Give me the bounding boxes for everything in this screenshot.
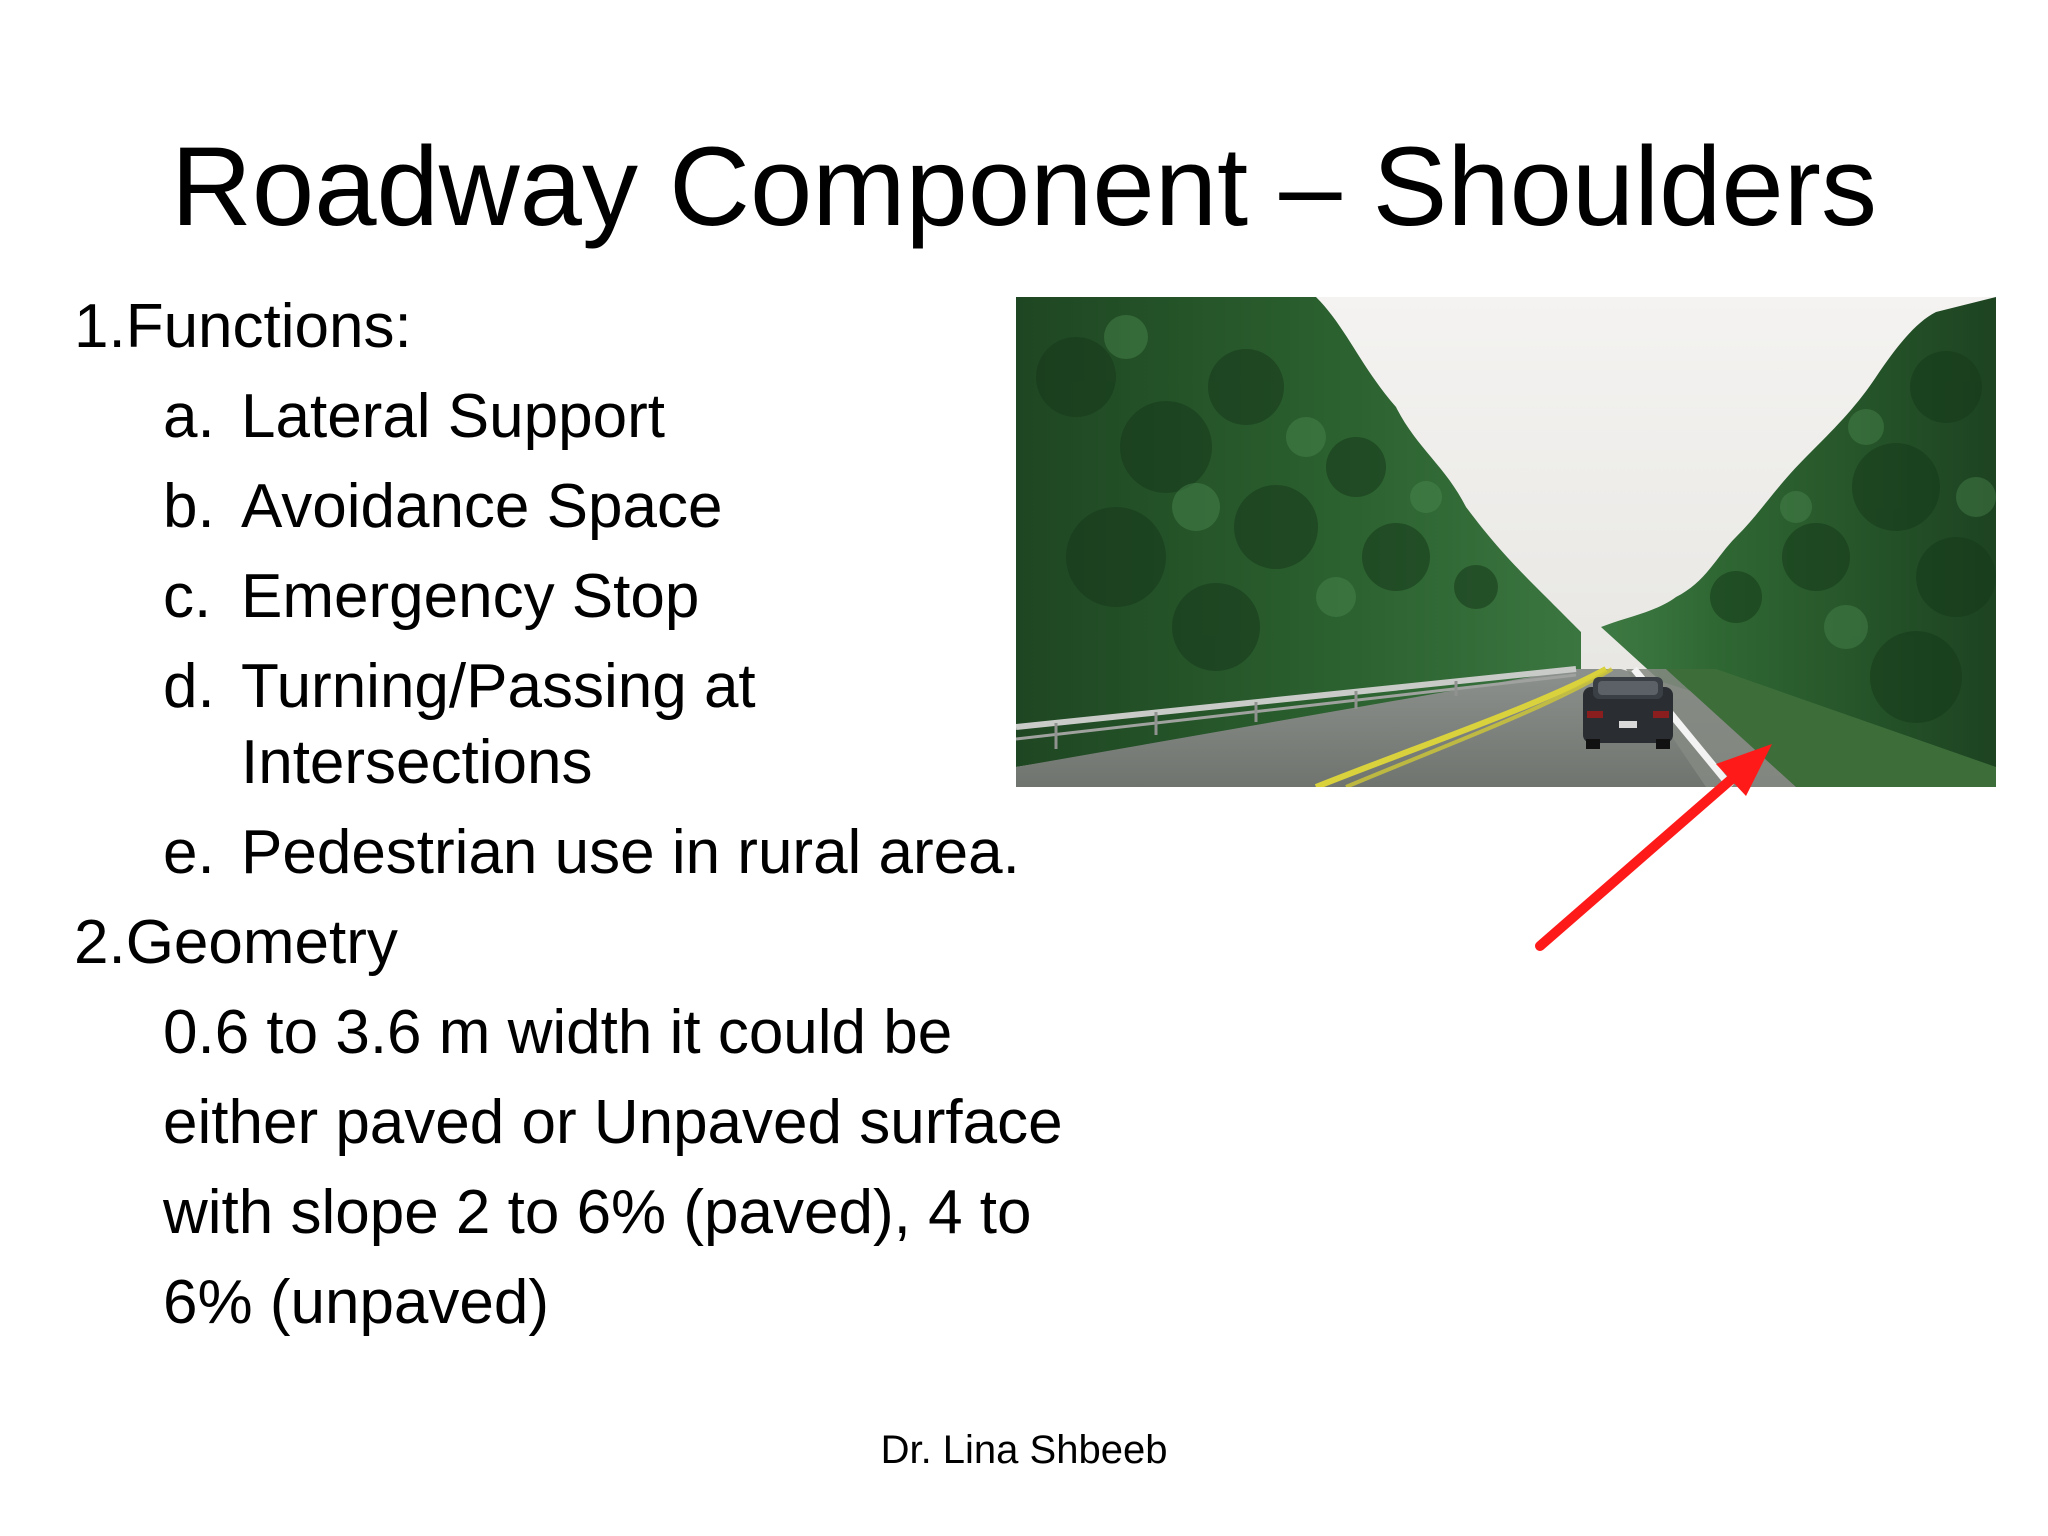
slide-title: Roadway Component – Shoulders [171, 124, 1877, 249]
list-item-text: Pedestrian use in rural area. [241, 818, 1020, 887]
geometry-text-line: either paved or Unpaved surface [163, 1088, 1063, 1157]
list-item [163, 652, 756, 722]
list-marker: d. [163, 652, 215, 721]
list-item-text: Lateral Support [241, 382, 665, 451]
section-functions-heading: 1.Functions: [74, 292, 412, 361]
list-item [163, 562, 699, 632]
list-marker: c. [163, 562, 212, 631]
car [1583, 677, 1673, 749]
list-item [163, 818, 1020, 888]
section-geometry-heading: 2.Geometry [74, 908, 398, 977]
list-marker: a. [163, 382, 215, 451]
geometry-text-line: 6% (unpaved) [163, 1268, 550, 1337]
list-item [163, 472, 722, 542]
geometry-text-line: 0.6 to 3.6 m width it could be [163, 998, 953, 1067]
list-item-continuation: Intersections [241, 728, 593, 797]
author-footer: Dr. Lina Shbeeb [880, 1428, 1168, 1472]
list-item [163, 382, 665, 452]
list-item-text: Emergency Stop [241, 562, 700, 631]
list-item-text: Avoidance Space [241, 472, 723, 541]
geometry-text-line: with slope 2 to 6% (paved), 4 to [163, 1178, 1032, 1247]
list-marker: b. [163, 472, 215, 541]
list-marker: e. [163, 818, 215, 887]
list-item-text: Turning/Passing at [241, 652, 756, 721]
road-shoulder-photo [1016, 297, 1996, 787]
